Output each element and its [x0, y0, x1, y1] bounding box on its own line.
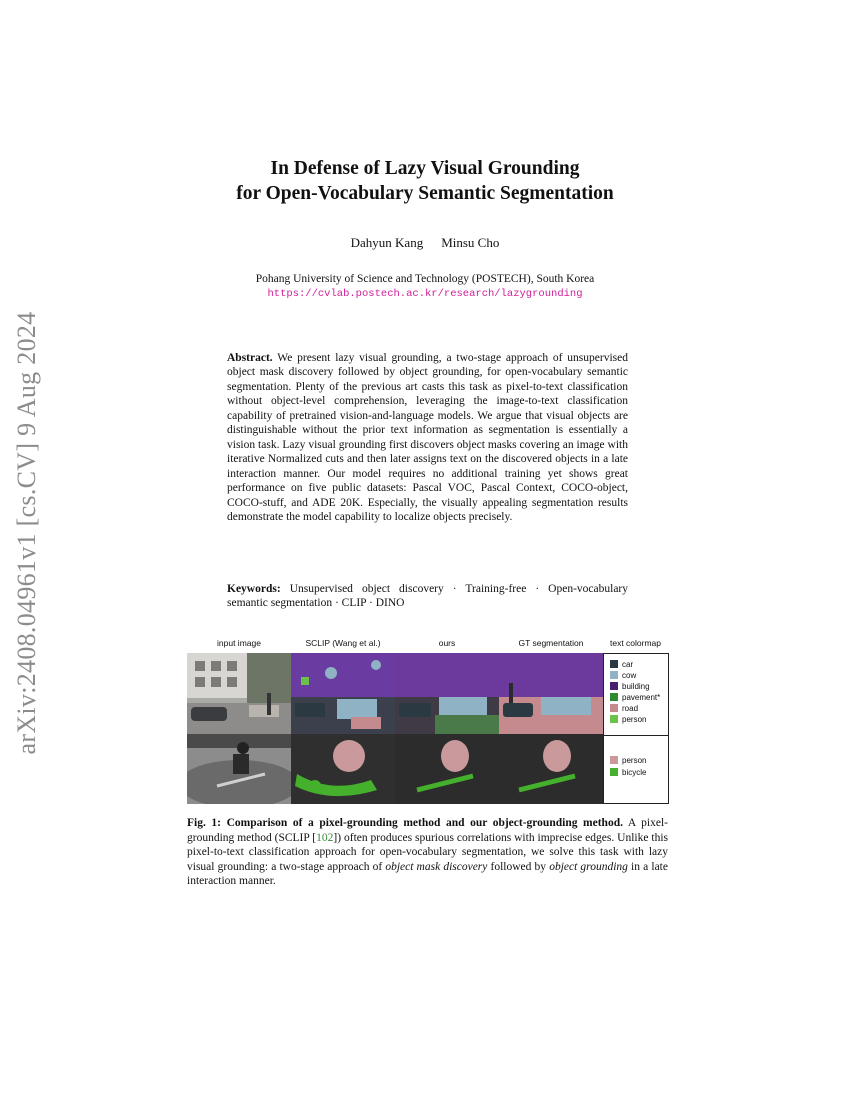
- input-image-skater: [187, 734, 291, 804]
- title-line-2: for Open-Vocabulary Semantic Segmentation: [236, 183, 614, 204]
- legend-item-road: road: [610, 703, 638, 714]
- swatch-person-2: [610, 756, 618, 764]
- input-image-street: [187, 653, 291, 734]
- author-2: Minsu Cho: [441, 235, 500, 250]
- legend-item-bicycle: bicycle: [610, 767, 646, 778]
- authors: [0, 235, 850, 251]
- col-header-colormap: text colormap: [609, 638, 662, 648]
- ours-output-skater: [395, 734, 499, 804]
- legend-item-building: building: [610, 681, 650, 692]
- caption-text-c: followed by: [487, 860, 550, 873]
- col-header-sclip: SCLIP (Wang et al.): [305, 638, 381, 648]
- legend-item-person: person: [610, 714, 646, 725]
- keywords: [227, 582, 628, 611]
- ours-output-street: [395, 653, 499, 734]
- legend-item-pavement: pavement*: [610, 692, 660, 703]
- figure-1: [187, 638, 668, 804]
- col-header-gt: GT segmentation: [518, 638, 584, 648]
- legend-item-cow: cow: [610, 670, 636, 681]
- gt-output-street: [499, 653, 603, 734]
- arxiv-stamp: [10, 293, 44, 773]
- title-line-1: In Defense of Lazy Visual Grounding: [270, 158, 580, 179]
- abstract-text: We present lazy visual grounding, a two-stage approach of unsupervised object mask discovery followed by object grounding, for open-vocabulary semantic segmentation. Plenty of the previous art casts this task as pixel-to-text classification without object-level comprehension, leveraging the image-to-text classification capability of pretrained vision-and-language models. We argue that visual objects are distinguishable without the prior text information as segmentation is essentially a vision task. Lazy visual grounding first discovers object masks covering an image with iterative Normalized cuts and then later assigns text on the discovered objects in a late interaction manner. Our model requires no additional training yet shows great performance on five public datasets: Pascal VOC, Pascal Context, COCO-object, COCO-stuff, and ADE 20K. Especially, the visually appealing segmentation results demonstrate the model capability to localize objects precisely.: [227, 352, 628, 523]
- caption-text-b: ]) often produces spurious correlations with imprecise edges. Unlike this pixel-to-text classification approach for open-vocabulary segmentation, we solve this task with lazy visual grounding: a two-stage approach of: [187, 831, 668, 873]
- text-colormap-legend: [603, 653, 669, 804]
- affiliation: Pohang University of Science and Technology (POSTECH), South Korea: [255, 273, 595, 285]
- citation-link[interactable]: 102: [316, 831, 334, 844]
- affiliation-block: [0, 272, 850, 302]
- project-url-link[interactable]: https://cvlab.postech.ac.kr/research/lazygrounding: [267, 288, 583, 300]
- author-1: Dahyun Kang: [350, 235, 424, 250]
- sclip-output-street: [291, 653, 395, 734]
- swatch-person: [610, 715, 618, 723]
- col-header-ours: ours: [438, 638, 456, 648]
- caption-em-2: object grounding: [549, 860, 628, 873]
- keywords-text: Unsupervised object discovery · Training-free · Open-vocabulary semantic segmentation · CLIP · DINO: [227, 583, 628, 610]
- keywords-label: Keywords:: [227, 583, 281, 595]
- swatch-cow: [610, 671, 618, 679]
- abstract-label: Abstract.: [227, 352, 273, 364]
- sclip-output-skater: [291, 734, 395, 804]
- legend-item-car: car: [610, 659, 633, 670]
- swatch-bicycle: [610, 768, 618, 776]
- caption-label: Fig. 1: Comparison of a pixel-grounding method and our object-grounding method.: [187, 817, 623, 829]
- col-header-input: input image: [217, 638, 261, 648]
- arxiv-id: arXiv:2408.04961v1 [cs.CV] 9 Aug 2024: [12, 311, 41, 755]
- caption-text-d: in a late interaction manner.: [187, 860, 668, 887]
- gt-output-skater: [499, 734, 603, 804]
- paper-title: [0, 156, 850, 206]
- legend-item-person-2: person: [610, 755, 646, 766]
- caption-em-1: object mask discovery: [385, 860, 488, 873]
- swatch-pavement: [610, 693, 618, 701]
- legend-divider: [604, 735, 668, 736]
- swatch-building: [610, 682, 618, 690]
- swatch-road: [610, 704, 618, 712]
- figure-caption: [187, 816, 668, 889]
- caption-text-a: A pixel-grounding method (SCLIP [: [187, 817, 668, 844]
- abstract: [227, 351, 628, 524]
- swatch-car: [610, 660, 618, 668]
